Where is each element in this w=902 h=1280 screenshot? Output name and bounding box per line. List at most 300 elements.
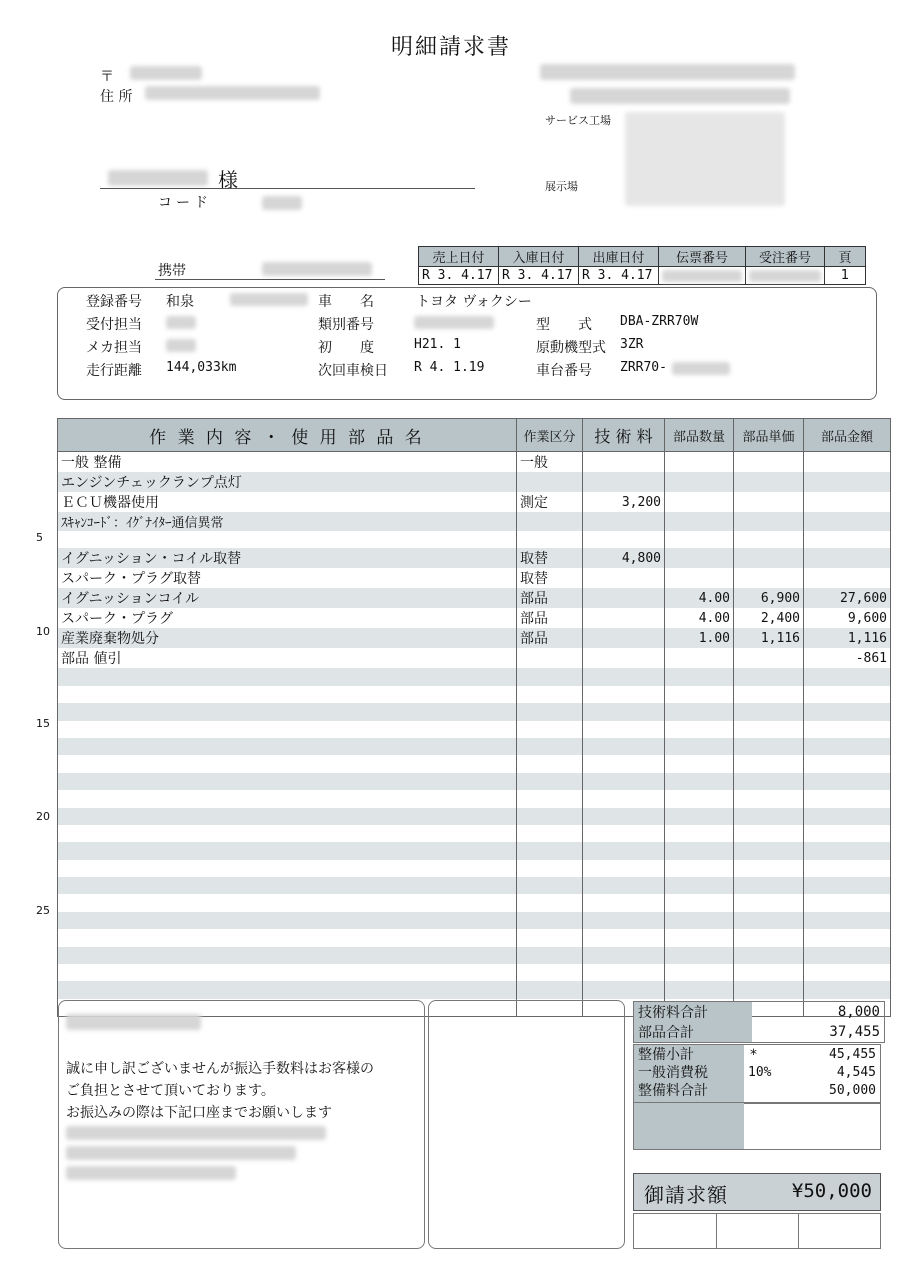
col-page: 頁	[825, 247, 866, 267]
item-amount	[804, 721, 891, 738]
item-qty	[665, 964, 734, 981]
header-qty: 部品数量	[665, 419, 734, 452]
table-row	[58, 721, 891, 738]
honorific: 様	[218, 168, 238, 192]
note-line-1: 誠に申し訳ございませんが振込手数料はお客様の	[66, 1061, 374, 1077]
mileage-label: 走行距離	[86, 363, 142, 379]
mobile-redacted	[262, 262, 372, 276]
item-work-type	[517, 686, 583, 703]
code-redacted	[262, 196, 302, 210]
item-tech-fee	[583, 755, 665, 772]
note-box	[58, 1000, 425, 1249]
table-row	[58, 512, 891, 531]
item-amount	[804, 894, 891, 911]
item-unit-price	[734, 568, 804, 588]
item-unit-price	[734, 531, 804, 548]
note-header-redacted	[66, 1014, 201, 1030]
table-row	[58, 452, 891, 473]
item-tech-fee	[583, 686, 665, 703]
item-amount: 9,600	[804, 608, 891, 628]
item-name	[58, 947, 517, 964]
table-row	[58, 877, 891, 894]
item-qty	[665, 703, 734, 720]
name-underline	[100, 188, 475, 189]
item-qty	[665, 721, 734, 738]
chassis-label: 車台番号	[536, 363, 592, 379]
tax-value: 4,545	[836, 1065, 876, 1080]
item-unit-price	[734, 548, 804, 568]
subtotal-label: 整備小計	[638, 1047, 694, 1063]
item-amount	[804, 842, 891, 859]
item-amount: 27,600	[804, 588, 891, 608]
item-work-type: 部品	[517, 628, 583, 648]
item-name: スパーク・プラグ	[58, 608, 517, 628]
address-redacted	[145, 86, 320, 100]
mechanic-label: メカ担当	[86, 340, 142, 356]
item-unit-price	[734, 492, 804, 512]
next-inspection-value: R 4. 1.19	[414, 360, 485, 375]
first-reg-value: H21. 1	[414, 337, 461, 352]
item-qty	[665, 738, 734, 755]
item-amount	[804, 531, 891, 548]
item-amount	[804, 512, 891, 531]
item-tech-fee	[583, 452, 665, 473]
item-unit-price	[734, 738, 804, 755]
item-amount: 1,116	[804, 628, 891, 648]
col-in-date: 入庫日付	[499, 247, 579, 267]
table-row	[58, 531, 891, 548]
table-row	[58, 648, 891, 668]
item-qty	[665, 981, 734, 998]
item-tech-fee	[583, 929, 665, 946]
sales-date: R 3. 4.17	[419, 267, 499, 285]
table-row	[58, 929, 891, 946]
item-tech-fee	[583, 981, 665, 998]
item-name: 一般 整備	[58, 452, 517, 473]
item-work-type	[517, 929, 583, 946]
item-work-type	[517, 703, 583, 720]
table-row	[58, 808, 891, 825]
mechanic-redacted	[166, 339, 196, 352]
item-unit-price	[734, 860, 804, 877]
row-marker-10: 10	[36, 625, 50, 638]
in-date: R 3. 4.17	[499, 267, 579, 285]
row-marker-5: 5	[36, 531, 43, 544]
stamp-box	[633, 1213, 881, 1249]
item-amount	[804, 929, 891, 946]
item-name: エンジンチェックランプ点灯	[58, 472, 517, 492]
item-tech-fee	[583, 472, 665, 492]
header-amount: 部品金額	[804, 419, 891, 452]
item-qty	[665, 912, 734, 929]
postal-mark: 〒	[100, 69, 114, 85]
item-work-type: 測定	[517, 492, 583, 512]
item-amount	[804, 860, 891, 877]
item-tech-fee	[583, 703, 665, 720]
address-label: 住 所	[100, 89, 133, 105]
col-order-no: 受注番号	[746, 247, 825, 267]
engine-value: 3ZR	[620, 337, 644, 352]
item-unit-price	[734, 668, 804, 685]
item-qty	[665, 842, 734, 859]
item-tech-fee	[583, 860, 665, 877]
service-total-label: 整備料合計	[638, 1083, 708, 1099]
item-work-type	[517, 790, 583, 807]
table-row	[58, 738, 891, 755]
slip-no	[659, 267, 746, 285]
col-out-date: 出庫日付	[579, 247, 659, 267]
col-sales-date: 売上日付	[419, 247, 499, 267]
table-row	[58, 773, 891, 790]
table-row	[58, 964, 891, 981]
totals-table-1	[633, 1001, 885, 1043]
car-name-value: トヨタ ヴォクシー	[416, 294, 532, 310]
order-no	[746, 267, 825, 285]
item-tech-fee: 4,800	[583, 548, 665, 568]
item-work-type: 取替	[517, 548, 583, 568]
item-name	[58, 668, 517, 685]
note-line-2: ご負担とさせて頂いております。	[66, 1083, 275, 1099]
memo-box	[428, 1000, 625, 1249]
item-unit-price	[734, 686, 804, 703]
item-unit-price	[734, 452, 804, 473]
item-work-type: 取替	[517, 568, 583, 588]
item-name	[58, 703, 517, 720]
model-label: 型 式	[536, 317, 592, 333]
item-work-type	[517, 894, 583, 911]
chassis-redacted	[672, 362, 730, 375]
item-unit-price	[734, 721, 804, 738]
item-tech-fee	[583, 894, 665, 911]
item-tech-fee	[583, 721, 665, 738]
item-amount	[804, 947, 891, 964]
table-row	[58, 947, 891, 964]
table-row	[58, 608, 891, 628]
item-name	[58, 981, 517, 998]
item-qty	[665, 568, 734, 588]
item-amount	[804, 825, 891, 842]
reg-no-value: 和泉	[166, 294, 194, 310]
customer-name-redacted	[108, 170, 208, 186]
item-name: ｽｷｬﾝｺｰﾄﾞ：ｲｸﾞﾅｲﾀｰ通信異常	[58, 512, 517, 531]
item-tech-fee	[583, 964, 665, 981]
grand-total-value: ¥50,000	[791, 1180, 872, 1202]
item-qty	[665, 531, 734, 548]
header-tech-fee: 技 術 料	[583, 419, 665, 452]
item-amount	[804, 738, 891, 755]
header-unit-price: 部品単価	[734, 419, 804, 452]
item-amount	[804, 452, 891, 473]
item-tech-fee	[583, 628, 665, 648]
chassis-value: ZRR70-	[620, 360, 667, 375]
engine-label: 原動機型式	[536, 340, 606, 356]
bank-line-1-redacted	[66, 1126, 326, 1140]
item-qty	[665, 492, 734, 512]
item-amount	[804, 773, 891, 790]
item-name: イグニッション・コイル取替	[58, 548, 517, 568]
table-row	[58, 588, 891, 608]
item-tech-fee	[583, 531, 665, 548]
item-qty: 4.00	[665, 608, 734, 628]
item-tech-fee	[583, 588, 665, 608]
reg-no-label: 登録番号	[86, 294, 142, 310]
table-row	[58, 492, 891, 512]
table-row	[58, 981, 891, 998]
item-tech-fee	[583, 912, 665, 929]
item-name	[58, 929, 517, 946]
item-work-type: 一般	[517, 452, 583, 473]
item-work-type	[517, 808, 583, 825]
item-unit-price	[734, 755, 804, 772]
item-unit-price	[734, 825, 804, 842]
extra-total-box	[633, 1102, 881, 1150]
header-work-type: 作業区分	[517, 419, 583, 452]
item-work-type	[517, 721, 583, 738]
document-title: 明細請求書	[390, 35, 511, 60]
item-name	[58, 755, 517, 772]
item-amount	[804, 981, 891, 998]
item-amount	[804, 755, 891, 772]
item-unit-price	[734, 808, 804, 825]
item-work-type	[517, 668, 583, 685]
model-value: DBA-ZRR70W	[620, 314, 699, 329]
item-tech-fee	[583, 842, 665, 859]
item-tech-fee	[583, 808, 665, 825]
item-unit-price	[734, 964, 804, 981]
item-unit-price	[734, 648, 804, 668]
item-tech-fee: 3,200	[583, 492, 665, 512]
table-row	[58, 668, 891, 685]
item-unit-price	[734, 981, 804, 998]
row-marker-25: 25	[36, 904, 50, 917]
item-tech-fee	[583, 512, 665, 531]
category-no-redacted	[414, 316, 494, 329]
first-reg-label: 初 度	[318, 340, 374, 356]
item-qty	[665, 472, 734, 492]
item-tech-fee	[583, 668, 665, 685]
reception-redacted	[166, 316, 196, 329]
code-label: コード	[158, 195, 212, 211]
note-line-3: お振込みの際は下記口座までお願いします	[66, 1105, 332, 1121]
item-work-type	[517, 877, 583, 894]
item-unit-price: 6,900	[734, 588, 804, 608]
item-name	[58, 773, 517, 790]
tax-label: 一般消費税	[638, 1065, 708, 1081]
item-tech-fee	[583, 790, 665, 807]
showroom-label: 展示場	[545, 180, 578, 193]
item-work-type	[517, 947, 583, 964]
item-name	[58, 860, 517, 877]
item-name	[58, 894, 517, 911]
item-tech-fee	[583, 773, 665, 790]
item-tech-fee	[583, 608, 665, 628]
item-qty	[665, 808, 734, 825]
table-row	[58, 703, 891, 720]
item-tech-fee	[583, 877, 665, 894]
item-work-type	[517, 755, 583, 772]
grand-total-box	[633, 1173, 881, 1211]
table-row	[58, 472, 891, 492]
table-row	[58, 825, 891, 842]
table-row	[58, 755, 891, 772]
shop-name-redacted	[540, 64, 795, 80]
item-work-type	[517, 964, 583, 981]
item-amount	[804, 877, 891, 894]
item-tech-fee	[583, 947, 665, 964]
page-number: 1	[825, 267, 866, 285]
item-tech-fee	[583, 648, 665, 668]
item-amount	[804, 790, 891, 807]
item-qty	[665, 648, 734, 668]
item-work-type	[517, 531, 583, 548]
item-name	[58, 531, 517, 548]
item-amount	[804, 703, 891, 720]
table-row	[58, 860, 891, 877]
item-qty	[665, 755, 734, 772]
item-qty	[665, 894, 734, 911]
parts-total-value: 37,455	[829, 1024, 880, 1040]
item-work-type	[517, 842, 583, 859]
tax-rate: 10%	[748, 1065, 772, 1080]
col-slip-no: 伝票番号	[659, 247, 746, 267]
item-unit-price	[734, 790, 804, 807]
items-table	[57, 418, 891, 1017]
item-name: 産業廃棄物処分	[58, 628, 517, 648]
item-unit-price	[734, 877, 804, 894]
item-name: ＥＣＵ機器使用	[58, 492, 517, 512]
table-row	[58, 628, 891, 648]
item-tech-fee	[583, 825, 665, 842]
item-amount	[804, 472, 891, 492]
reception-label: 受付担当	[86, 317, 142, 333]
item-amount: -861	[804, 648, 891, 668]
item-amount	[804, 964, 891, 981]
subtotal-box	[633, 1044, 881, 1104]
subtotal-value: 45,455	[829, 1047, 876, 1062]
next-inspection-label: 次回車検日	[318, 363, 388, 379]
item-work-type	[517, 648, 583, 668]
item-qty	[665, 548, 734, 568]
item-qty	[665, 860, 734, 877]
item-unit-price	[734, 947, 804, 964]
reg-no-redacted	[230, 293, 308, 306]
item-unit-price	[734, 773, 804, 790]
item-name	[58, 842, 517, 859]
items-header-row	[58, 419, 891, 452]
item-amount	[804, 912, 891, 929]
table-row	[58, 568, 891, 588]
service-total-value: 50,000	[829, 1083, 876, 1098]
item-name: 部品 値引	[58, 648, 517, 668]
subtotal-mark: *	[750, 1047, 757, 1063]
item-qty	[665, 825, 734, 842]
tech-total-label: 技術料合計	[634, 1002, 753, 1023]
item-work-type	[517, 981, 583, 998]
item-qty	[665, 686, 734, 703]
table-row	[58, 790, 891, 807]
shop-address-redacted	[625, 112, 785, 206]
category-no-label: 類別番号	[318, 317, 374, 333]
item-qty	[665, 947, 734, 964]
item-name: イグニッションコイル	[58, 588, 517, 608]
item-tech-fee	[583, 738, 665, 755]
item-qty	[665, 668, 734, 685]
item-unit-price: 1,116	[734, 628, 804, 648]
item-qty	[665, 512, 734, 531]
car-name-label: 車 名	[318, 294, 374, 310]
item-qty	[665, 790, 734, 807]
item-amount	[804, 548, 891, 568]
item-amount	[804, 668, 891, 685]
header-work-content: 作 業 内 容 ・ 使 用 部 品 名	[58, 419, 517, 452]
item-name	[58, 808, 517, 825]
bank-line-2-redacted	[66, 1146, 296, 1160]
mileage-value: 144,033km	[166, 360, 237, 375]
tech-total-value: 8,000	[837, 1004, 880, 1020]
item-name	[58, 912, 517, 929]
item-work-type	[517, 912, 583, 929]
item-work-type: 部品	[517, 588, 583, 608]
item-unit-price	[734, 912, 804, 929]
item-unit-price	[734, 472, 804, 492]
item-name	[58, 721, 517, 738]
item-amount	[804, 568, 891, 588]
item-name	[58, 825, 517, 842]
mobile-underline	[155, 279, 385, 280]
item-unit-price: 2,400	[734, 608, 804, 628]
item-tech-fee	[583, 568, 665, 588]
table-row	[58, 912, 891, 929]
item-work-type	[517, 472, 583, 492]
item-work-type	[517, 773, 583, 790]
item-name	[58, 738, 517, 755]
shop-dept-redacted	[570, 88, 790, 104]
row-marker-15: 15	[36, 717, 50, 730]
item-amount	[804, 492, 891, 512]
table-row	[58, 842, 891, 859]
postal-code-redacted	[130, 66, 202, 80]
item-work-type	[517, 825, 583, 842]
bank-line-3-redacted	[66, 1166, 236, 1180]
item-unit-price	[734, 512, 804, 531]
slip-header-table	[418, 246, 866, 285]
item-name	[58, 877, 517, 894]
item-name	[58, 686, 517, 703]
item-name	[58, 964, 517, 981]
item-work-type	[517, 860, 583, 877]
service-factory-label: サービス工場	[545, 114, 611, 127]
table-row	[58, 894, 891, 911]
item-amount	[804, 808, 891, 825]
item-name	[58, 790, 517, 807]
mobile-label: 携帯	[158, 263, 186, 279]
out-date: R 3. 4.17	[579, 267, 659, 285]
row-marker-20: 20	[36, 810, 50, 823]
parts-total-label: 部品合計	[634, 1022, 753, 1043]
grand-total-label: 御請求額	[644, 1183, 728, 1207]
item-qty: 1.00	[665, 628, 734, 648]
item-work-type: 部品	[517, 608, 583, 628]
table-row	[58, 548, 891, 568]
item-qty	[665, 452, 734, 473]
item-name: スパーク・プラグ取替	[58, 568, 517, 588]
item-amount	[804, 686, 891, 703]
item-qty	[665, 877, 734, 894]
item-qty: 4.00	[665, 588, 734, 608]
table-row	[58, 686, 891, 703]
item-work-type	[517, 512, 583, 531]
item-qty	[665, 929, 734, 946]
